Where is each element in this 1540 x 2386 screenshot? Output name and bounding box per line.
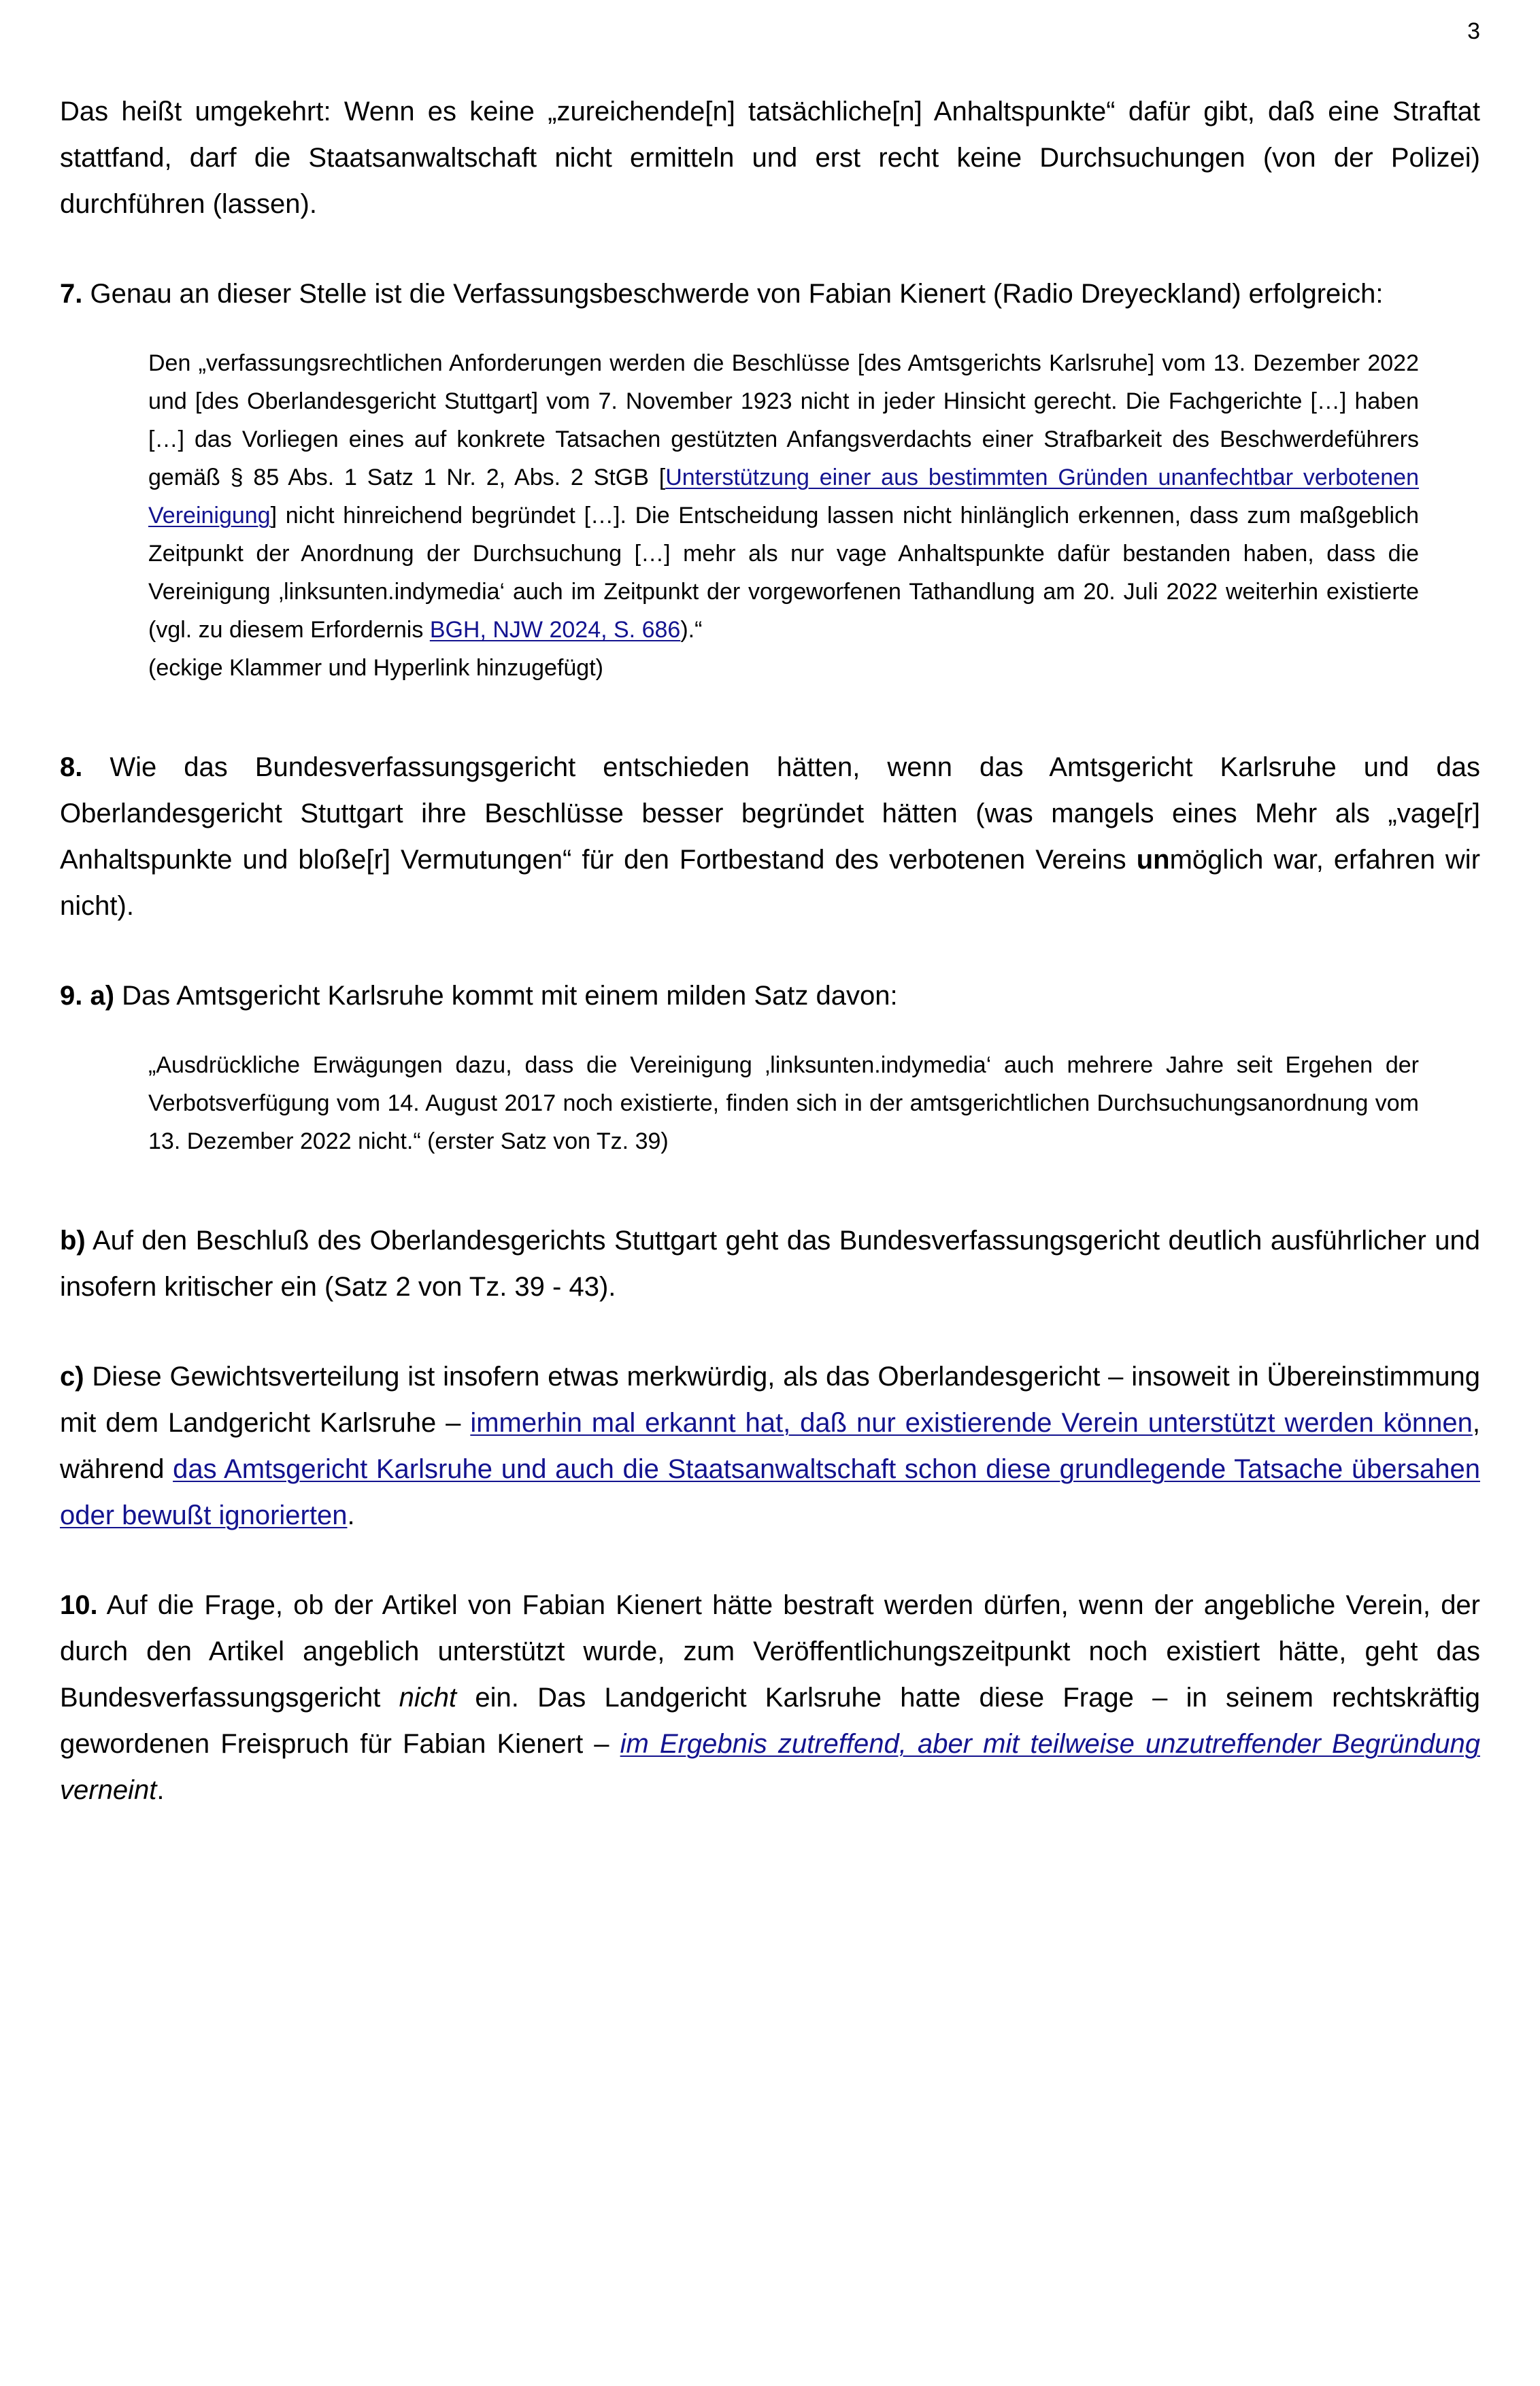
quote-block-2 <box>148 1046 1419 1160</box>
paragraph-9c-part-2: , während <box>60 1408 1480 1484</box>
paragraph-10-part-1: Auf die Frage, ob der Artikel von Fabian Kienert hätte bestraft werden dürfen, wenn der angebliche Verein, der durch den Artikel angeblich unterstützt wurde, zum Veröffentlichungszeitpunkt noch existiert hätte, geht das Bundesverfassungsgericht <box>60 1590 1480 1713</box>
spacer <box>60 317 1480 344</box>
quote-1-link-bgh[interactable]: BGH, NJW 2024, S. 686 <box>429 617 681 643</box>
spacer <box>60 1539 1480 1582</box>
paragraph-7-number: 7. <box>60 279 83 309</box>
paragraph-7 <box>60 271 1480 317</box>
paragraph-9b <box>60 1217 1480 1310</box>
paragraph-intro-text: Das heißt umgekehrt: Wenn es keine „zureichende[n] tatsächliche[n] Anhaltspunkte“ dafür gibt, daß eine Straftat stattfand, darf die Staatsanwaltschaft nicht ermitteln und erst recht keine Durchsuchungen (von der Polizei) durchführen (lassen). <box>60 97 1480 219</box>
paragraph-9a-text: Das Amtsgericht Karlsruhe kommt mit einem milden Satz davon: <box>114 981 898 1011</box>
paragraph-intro <box>60 88 1480 227</box>
paragraph-10-part-4: . <box>156 1775 165 1805</box>
spacer <box>60 1310 1480 1354</box>
paragraph-9b-number: b) <box>60 1226 86 1256</box>
paragraph-10-italic-nicht: nicht <box>399 1683 457 1713</box>
quote-1-part-3: ).“ <box>680 617 703 643</box>
page-number: 3 <box>1467 18 1480 44</box>
paragraph-9a <box>60 973 1480 1019</box>
paragraph-10-italic-verneint: verneint <box>60 1775 157 1805</box>
paragraph-10-number: 10. <box>60 1590 98 1620</box>
quote-block-1 <box>148 344 1419 687</box>
paragraph-7-text: Genau an dieser Stelle ist die Verfassungsbeschwerde von Fabian Kienert (Radio Dreyeckland) erfolgreich: <box>82 279 1384 309</box>
paragraph-8-bold-un: un <box>1136 845 1170 875</box>
quote-1-link-unterstuetzung[interactable]: Unterstützung einer aus bestimmten Gründen unanfechtbar verbotenen Vereinigung <box>148 465 1419 528</box>
paragraph-9c-link-olg[interactable]: immerhin mal erkannt hat, daß nur existierende Verein unterstützt werden können <box>470 1408 1473 1438</box>
paragraph-10-link-ergebnis[interactable]: im Ergebnis zutreffend, aber mit teilweise unzutreffender Begründung <box>620 1729 1480 1759</box>
paragraph-9c <box>60 1354 1480 1539</box>
paragraph-10-part-2: ein. Das Landgericht Karlsruhe hatte diese Frage – in seinem rechtskräftig gewordenen Freispruch für Fabian Kienert – <box>60 1683 1480 1759</box>
paragraph-9c-part-1: Diese Gewichtsverteilung ist insofern etwas merkwürdig, als das Oberlandesgericht – insoweit in Übereinstimmung mit dem Landgericht Karlsruhe – <box>60 1362 1480 1438</box>
paragraph-8-number: 8. <box>60 752 83 782</box>
quote-1-part-2: ] nicht hinreichend begründet […]. Die Entscheidung lassen nicht hinlänglich erkennen, dass zum maßgeblich Zeitpunkt der Anordnung der Durchsuchung […] mehr als nur vage Anhaltspunkte dafür bestanden haben, dass die Vereinigung ‚linksunten.indymedia‘ auch im Zeitpunkt der vorgeworfenen Tathandlung am 20. Juli 2022 weiterhin existierte (vgl. zu diesem Erfordernis <box>148 503 1419 643</box>
paragraph-8 <box>60 744 1480 929</box>
quote-1-note: (eckige Klammer und Hyperlink hinzugefügt) <box>148 655 603 681</box>
spacer <box>60 929 1480 973</box>
paragraph-9a-number: 9. a) <box>60 981 115 1011</box>
quote-1-body <box>148 344 1419 649</box>
paragraph-9c-number: c) <box>60 1362 84 1392</box>
paragraph-8-text-before: Wie das Bundesverfassungsgericht entschieden hätten, wenn das Amtsgericht Karlsruhe und das Oberlandesgericht Stuttgart ihre Beschlüsse besser begründet hätten (was mangels eines Mehr als „vage[r] Anhaltspunkte und bloße[r] Vermutungen“ für den Fortbestand des verbotenen Vereins <box>60 752 1480 875</box>
spacer <box>60 227 1480 271</box>
paragraph-9c-part-3: . <box>347 1500 355 1530</box>
quote-2-body: „Ausdrückliche Erwägungen dazu, dass die Vereinigung ‚linksunten.indymedia‘ auch mehrere Jahre seit Ergehen der Verbotsverfügung vom 14. August 2017 noch existierte, finden sich in der amtsgerichtlichen Durchsuchungsanordnung vom 13. Dezember 2022 nicht.“ (erster Satz von Tz. 39) <box>148 1052 1419 1154</box>
paragraph-9b-text: Auf den Beschluß des Oberlandesgerichts Stuttgart geht das Bundesverfassungsgericht deutlich ausführlicher und insofern kritischer ein (Satz 2 von Tz. 39 - 43). <box>60 1226 1480 1302</box>
paragraph-10 <box>60 1582 1480 1813</box>
quote-1-part-1: Den „verfassungsrechtlichen Anforderungen werden die Beschlüsse [des Amtsgerichts Karlsruhe] vom 13. Dezember 2022 und [des Oberlandesgericht Stuttgart] vom 7. November 1923 nicht in jeder Hinsicht gerecht. Die Fachgerichte […] haben […] das Vorliegen eines auf konkrete Tatsachen gestützten Anfangsverdachts einer Strafbarkeit des Beschwerdeführers gemäß § 85 Abs. 1 Satz 1 Nr. 2, Abs. 2 StGB [ <box>148 350 1419 490</box>
spacer <box>60 1019 1480 1046</box>
spacer <box>60 1160 1480 1217</box>
paragraph-9c-link-ag[interactable]: das Amtsgericht Karlsruhe und auch die Staatsanwaltschaft schon diese grundlegende Tatsache übersahen oder bewußt ignorierten <box>60 1454 1480 1530</box>
spacer <box>60 687 1480 744</box>
paragraph-8-text-after: möglich war, erfahren wir nicht). <box>60 845 1481 921</box>
page-content <box>60 88 1480 1813</box>
